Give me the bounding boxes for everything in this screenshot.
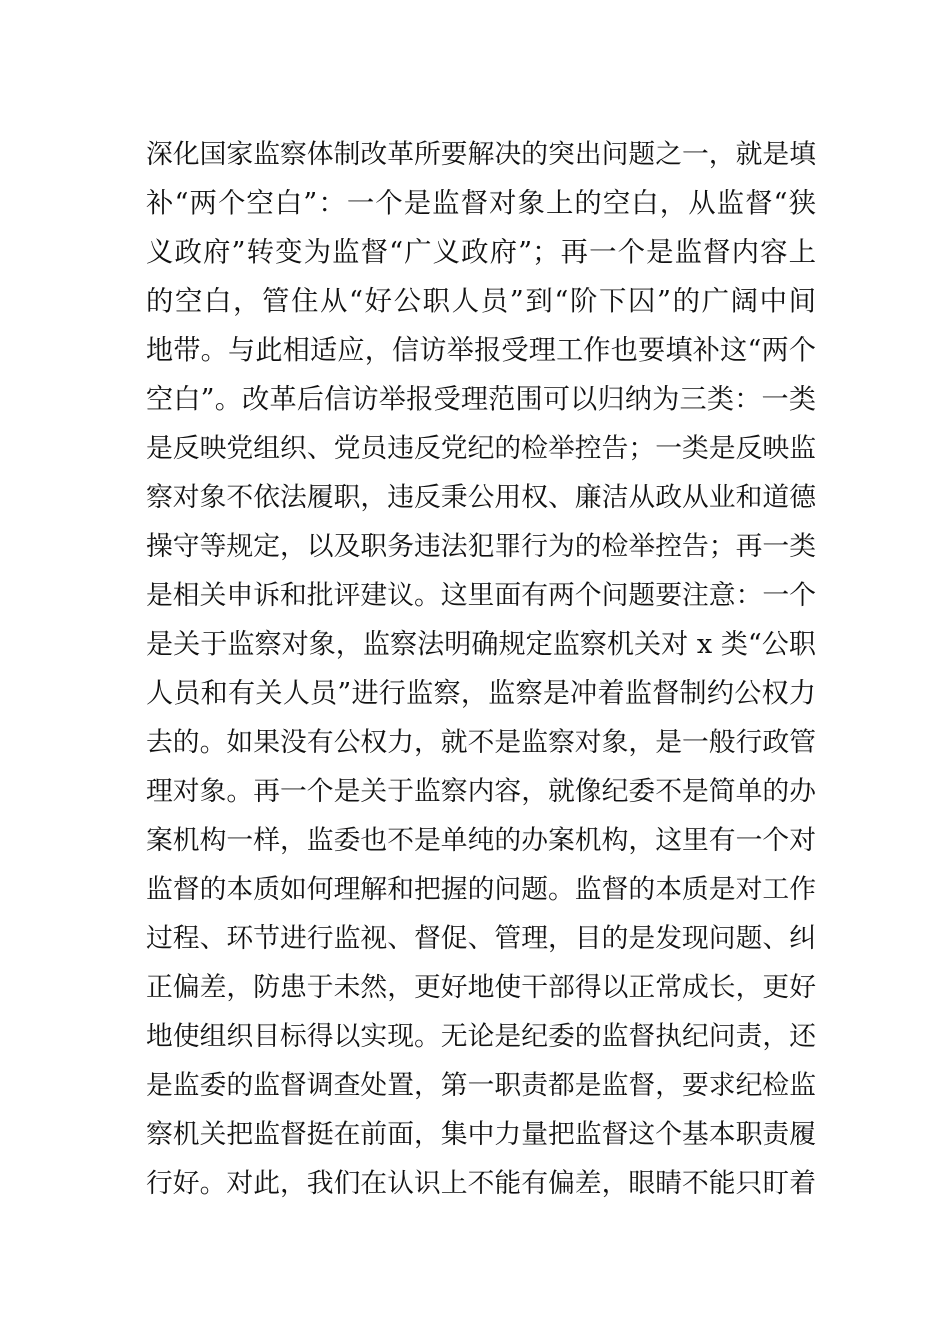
text-line: 正偏差，防患于未然，更好地使干部得以正常成长，更好 [146,972,816,1003]
text-line: 监督的本质如何理解和把握的问题。监督的本质是对工作 [146,874,816,905]
body-paragraph [146,130,816,1208]
text-line: 察机关把监督挺在前面，集中力量把监督这个基本职责履 [146,1119,816,1150]
text-line: 义政府”转变为监督“广义政府”；再一个是监督内容上 [146,237,816,268]
text-line: 人员和有关人员”进行监察，监察是冲着监督制约公权力 [146,678,816,709]
text-line: 察对象不依法履职，违反秉公用权、廉洁从政从业和道德 [146,482,816,513]
text-line: 深化国家监察体制改革所要解决的突出问题之一，就是填 [146,139,816,170]
text-line: 地使组织目标得以实现。无论是纪委的监督执纪问责，还 [146,1021,816,1052]
text-line: 补“两个空白”：一个是监督对象上的空白，从监督“狭 [146,188,816,219]
text-line: 地带。与此相适应，信访举报受理工作也要填补这“两个 [146,335,816,366]
text-line: 的空白，管住从“好公职人员”到“阶下囚”的广阔中间 [146,286,816,317]
text-line: 操守等规定，以及职务违法犯罪行为的检举控告；再一类 [146,531,816,562]
text-line: 是反映党组织、党员违反党纪的检举控告；一类是反映监 [146,433,816,464]
text-line: 是监委的监督调查处置，第一职责都是监督，要求纪检监 [146,1070,816,1101]
text-line: 行好。对此，我们在认识上不能有偏差，眼睛不能只盯着 [146,1168,816,1199]
text-line: 理对象。再一个是关于监察内容，就像纪委不是简单的办 [146,776,816,807]
text-line: 案机构一样，监委也不是单纯的办案机构，这里有一个对 [146,825,816,856]
text-line: 是相关申诉和批评建议。这里面有两个问题要注意：一个 [146,580,816,611]
text-line: 空白”。改革后信访举报受理范围可以归纳为三类：一类 [146,384,816,415]
text-line: 过程、环节进行监视、督促、管理，目的是发现问题、纠 [146,923,816,954]
text-line: 去的。如果没有公权力，就不是监察对象，是一般行政管 [146,727,816,758]
text-line: 是关于监察对象，监察法明确规定监察机关对 x 类“公职 [146,629,816,660]
